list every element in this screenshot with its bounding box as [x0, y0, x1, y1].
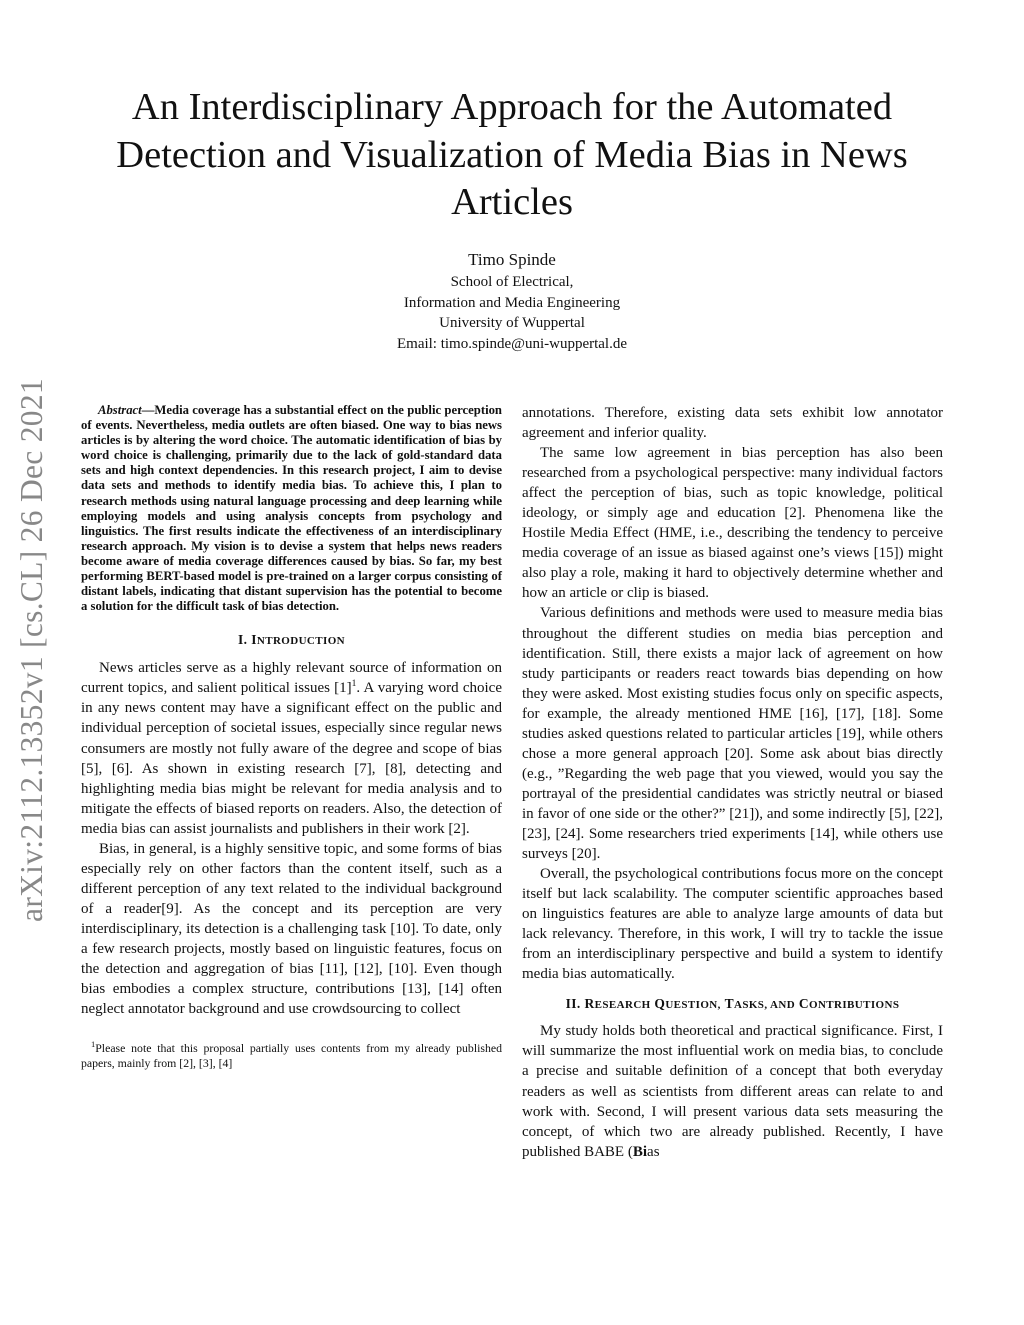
right-column: [522, 403, 943, 1162]
section-word-rest: ASKS, AND: [733, 999, 796, 1012]
right-paragraph-1: The same low agreement in bias perception has also been researched from a psychological perspective: many individual factors affect the perception of bias, such as topic knowledge, political ideology, or simply age and education [2]. Phenomena like the Hostile Media Effect (HME, i.e., describing the tendency to perceive media coverage of an issue as biased against one’s views [15]) might also play a role, making it hard to objectively determine whether and how an article or clip is biased.: [522, 445, 943, 602]
section-word-initial: C: [798, 996, 809, 1012]
acronym-bold: Bi: [632, 1143, 648, 1160]
affiliation-line: University of Wuppertal: [439, 315, 585, 331]
research-paragraph-1-text: My study holds both theoretical and practical significance. First, I will summarize the most influential work on media bias, to conclude a precise and suitable definition of a concept that both everyday readers as well as scientists from different areas can relate to and work with. Second, I will present various data sets measuring the concept, of which two are already published. Recently, I have published BABE (: [522, 1023, 943, 1160]
intro-paragraph-1: [81, 658, 502, 838]
abstract-label: Abstract: [98, 403, 142, 417]
right-paragraph-0: annotations. Therefore, existing data sets exhibit low annotator agreement and inferior quality.: [522, 405, 943, 442]
abstract-text: Media coverage has a substantial effect on the public perception of events. Nevertheless, media outlets are often biased. One way to bias news articles is by altering the word choice. The automatic identification of bias by word choice is challenging, primarily due to the lack of gold-standard data sets and high context dependencies. In this research project, I aim to devise data sets and methods to identify media bias. To achieve this, I plan to research methods using natural language processing and deep learning while employing models and using analysis concepts from psychology and linguistics. The first results indicate the effectiveness of an interdisciplinary research approach. My vision is to devise a system that helps news readers become aware of media coverage differences caused by bias. So far, my best performing BERT-based model is pre-trained on a larger corpus consisting of distant labels, indicating that distant supervision has the potential to become a solution for the difficult task of bias detection.: [81, 403, 502, 614]
affiliation-line: School of Electrical,: [450, 274, 574, 290]
section-title-initial: I: [251, 632, 257, 648]
section-title-rest: NTRODUCTION: [256, 635, 345, 648]
abstract-dash: —: [141, 403, 155, 417]
research-paragraph-1-text-cont: as: [647, 1143, 660, 1160]
section-word-initial: Q: [654, 996, 666, 1012]
intro-paragraph-1-text: News articles serve as a highly relevant source of information on current topics, and salient political issues [1]: [81, 660, 502, 697]
arxiv-identifier: arXiv:2112.13352v1 [cs.CL] 26 Dec 2021: [14, 378, 50, 922]
footnote-marker: 1: [351, 679, 357, 690]
affiliation-line: Information and Media Engineering: [403, 294, 621, 311]
footnote: [81, 1041, 502, 1071]
section-word-rest: ONTRIBUTIONS: [808, 999, 900, 1012]
intro-paragraph-2: Bias, in general, is a highly sensitive topic, and some forms of bias especially rely on other factors than the content itself, such as a different perception of any text related to the individual background of a reader[9]. As the concept and its perception are very interdisciplinary, its detection is a challenging task [10]. To date, only a few research projects, mostly based on linguistic features, focus on the detection and aggregation of bias [11], [12], [10]. Even though bias embodies a complex structure, contributions [13], [14] often neglect annotator background and use crowdsourcing to collect: [81, 840, 502, 1018]
left-column: [81, 403, 502, 1071]
section-heading-research-question: [522, 996, 943, 1012]
footnote-text: Please note that this proposal partially uses contents from my already published papers, mainly from [2], [3], [4]: [81, 1041, 502, 1071]
research-paragraph-1: [522, 1021, 943, 1161]
section-word-rest: UESTION,: [665, 999, 721, 1012]
section-heading-introduction: [81, 632, 502, 648]
author-name: Timo Spinde: [468, 250, 556, 269]
section-number: II.: [565, 996, 581, 1012]
abstract: [81, 403, 502, 614]
arxiv-stamp: [12, 355, 52, 945]
section-word-rest: ESEARCH: [594, 999, 651, 1012]
right-paragraph-2: Various definitions and methods were used to measure media bias throughout the different studies on media bias perception and identification. Still, there exists a major lack of agreement on how study participants or readers react towards bias depending on how they were asked. Most existing studies focus only on specific aspects, for example, the already mentioned HME [16], [17], [18]. Some studies asked questions related to particular articles [19], while others chose a more general approach [20]. Some ask about bias directly (e.g., ”Regarding the web page that you viewed, would you say the portrayal of the presidential candidates was strictly neutral or biased in favor of one side or the other?” [21]), and some indirectly [5], [22], [23], [24]. Some researchers tried experiments [14], while others use surveys [20].: [522, 605, 943, 863]
right-paragraph-3: Overall, the psychological contributions focus more on the concept itself but lack scalability. The computer scientific approaches based on linguistics features are able to analyze large amounts of data but lack relevancy. Therefore, in this work, I will try to tackle the issue from an interdisciplinary perspective and build a system to identify media bias automatically.: [522, 866, 943, 983]
footnote-mark: 1: [91, 1039, 96, 1050]
section-word-initial: T: [724, 996, 734, 1012]
intro-paragraph-1-text-cont: . A varying word choice in any news content may have a significant effect on the public and individual perception of societal issues, especially since regular news consumers are mostly not fully aware of the degree and scope of bias [5], [6]. As shown in existing research [7], [8], detecting and highlighting media bias might be relevant for media analysis and to mitigate the effects of biased reports on readers. Also, the detection of media bias can assist journalists and publishers in their work [2].: [81, 680, 502, 837]
paper-title: An Interdisciplinary Approach for the Automated Detection and Visualization of Media Bias in News Articles: [116, 86, 908, 223]
author-block: [262, 249, 762, 354]
section-number: I.: [237, 632, 248, 648]
author-email: Email: timo.spinde@uni-wuppertal.de: [396, 335, 628, 352]
section-word-initial: R: [584, 996, 595, 1012]
